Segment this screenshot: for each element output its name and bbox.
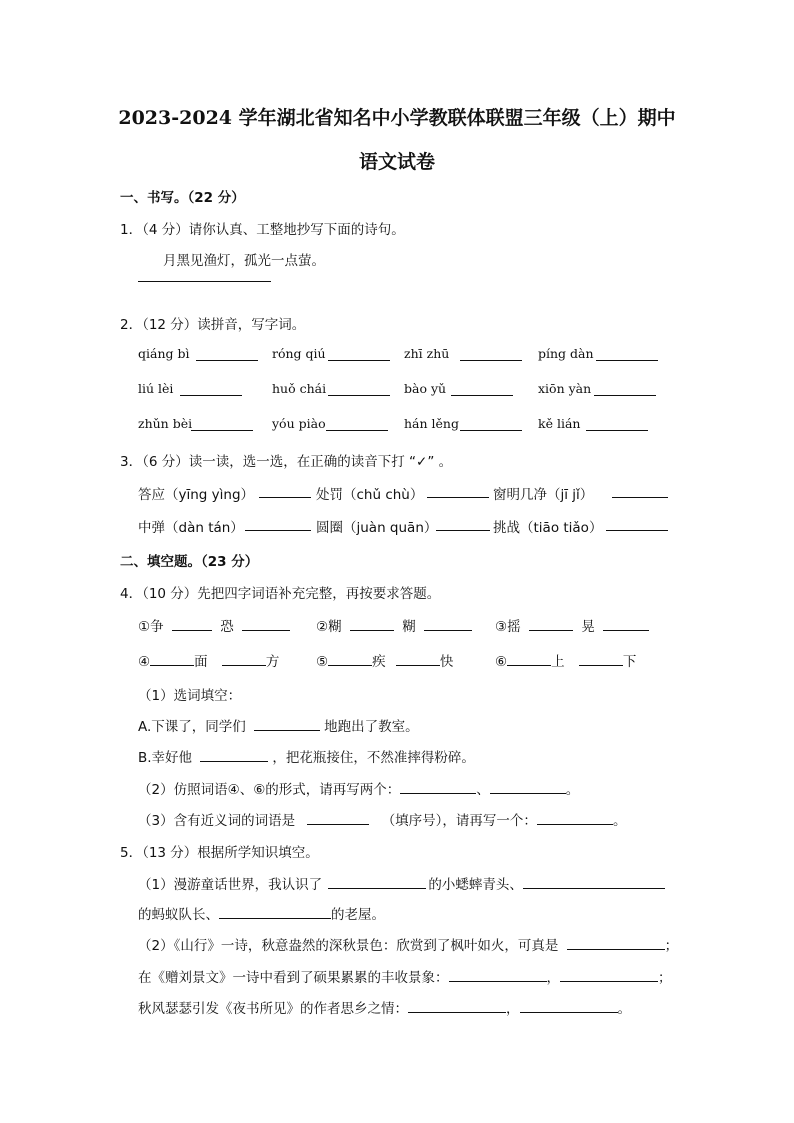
fill-text: ； [658, 970, 672, 986]
idiom-char: ⑥ [495, 654, 508, 670]
fill-text: ， [506, 1001, 520, 1017]
section-heading-2: 二、填空题。（23 分） [120, 554, 259, 570]
fill-line [138, 746, 475, 766]
idiom-char: ②糊 [316, 619, 342, 635]
answer-blank[interactable] [222, 651, 266, 666]
answer-blank[interactable] [560, 967, 658, 982]
answer-blank[interactable] [191, 416, 253, 431]
answer-blank[interactable] [567, 935, 665, 950]
answer-blank[interactable] [180, 381, 242, 396]
pinyin-item: hán lěng [404, 416, 459, 431]
answer-blank[interactable] [537, 810, 613, 825]
answer-blank[interactable] [259, 483, 311, 498]
pronunciation-item: 答应（yīng yìng） [138, 487, 255, 503]
idiom-char: ①争 [138, 619, 164, 635]
fill-text: A.下课了，同学们 [138, 719, 246, 735]
idiom-char: ④ [138, 654, 151, 670]
idiom-char: 糊 [402, 619, 416, 635]
answer-blank[interactable] [612, 483, 668, 498]
answer-blank[interactable] [396, 651, 440, 666]
fill-text: （2）《山行》一诗，秋意盎然的深秋景色：欣赏到了枫叶如火，可真是 [138, 938, 559, 954]
page-title: 2023-2024 学年湖北省知名中小学教联体联盟三年级（上）期中 [118, 107, 676, 129]
fill-text: 。 [565, 782, 580, 798]
fill-text: （填序号），请再写一个： [381, 813, 537, 829]
answer-blank[interactable] [172, 616, 212, 631]
pinyin-item: píng dàn [538, 346, 594, 361]
fill-line [138, 997, 631, 1017]
answer-blank[interactable] [451, 381, 513, 396]
answer-blank[interactable] [579, 651, 623, 666]
pinyin-item: yóu piào [272, 416, 326, 431]
answer-blank[interactable] [307, 810, 369, 825]
poem-line: 月黑见渔灯，孤光一点萤。 [163, 253, 325, 269]
idiom-char: 上 [551, 654, 565, 670]
pronunciation-item: 圆圈（juàn quān） [316, 520, 438, 536]
pronunciation-item: 挑战（tiāo tiǎo） [493, 520, 603, 536]
idiom-char: 下 [622, 654, 637, 670]
answer-blank[interactable] [196, 346, 258, 361]
pinyin-item: kě lián [538, 416, 581, 431]
answer-blank[interactable] [603, 616, 649, 631]
answer-blank[interactable] [326, 416, 388, 431]
idiom-item [316, 615, 472, 635]
pinyin-item: qiáng bì [138, 346, 190, 361]
fill-line [138, 715, 419, 735]
fill-line [138, 966, 672, 986]
answer-blank[interactable] [219, 904, 331, 919]
idiom-item [495, 650, 636, 670]
fill-text: （3）含有近义词的词语是 [138, 813, 296, 829]
answer-blank[interactable] [460, 416, 522, 431]
fill-text: ，把花瓶接住，不然准摔得粉碎。 [272, 750, 475, 766]
sub-question-label: （1）选词填空： [138, 688, 242, 704]
fill-line [138, 873, 665, 893]
answer-blank[interactable] [436, 516, 490, 531]
pinyin-item: liú lèi [138, 381, 174, 396]
fill-text: 。 [612, 813, 627, 829]
question-2-label: 2．（12 分）读拼音，写字词。 [120, 317, 306, 333]
answer-blank[interactable] [424, 616, 472, 631]
answer-blank[interactable] [350, 616, 394, 631]
fill-text: 的小蟋蟀青头、 [428, 877, 523, 893]
question-4-label: 4．（10 分）先把四字词语补充完整，再按要求答题。 [120, 586, 441, 602]
answer-blank[interactable] [520, 998, 618, 1013]
answer-blank[interactable] [606, 516, 668, 531]
fill-text: 。 [617, 1001, 631, 1017]
fill-line [138, 934, 678, 954]
pinyin-item: xiōn yàn [538, 381, 592, 396]
fill-text: 的老屋。 [331, 907, 385, 923]
page-subtitle: 语文试卷 [358, 151, 435, 173]
idiom-char: 快 [439, 654, 454, 670]
fill-text: 的蚂蚁队长、 [138, 907, 219, 923]
idiom-char: ③摇 [495, 619, 521, 635]
question-1-label: 1．（4 分）请你认真、工整地抄写下面的诗句。 [120, 222, 405, 238]
idiom-item [138, 615, 290, 635]
answer-blank[interactable] [328, 381, 390, 396]
fill-text: 在《赠刘景文》一诗中看到了硕果累累的丰收景象： [138, 970, 449, 986]
answer-blank[interactable] [245, 516, 311, 531]
answer-blank[interactable] [460, 346, 522, 361]
answer-blank[interactable] [490, 779, 566, 794]
answer-blank[interactable] [242, 616, 290, 631]
answer-blank[interactable] [523, 874, 665, 889]
idiom-item [316, 650, 453, 670]
pinyin-item: huǒ chái [272, 381, 327, 396]
fill-text: ， [546, 970, 560, 986]
idiom-item [138, 650, 279, 670]
fill-text: 地跑出了教室。 [324, 719, 419, 735]
answer-blank[interactable] [138, 281, 271, 282]
section-heading-1: 一、书写。（22 分） [120, 190, 245, 206]
fill-line [138, 809, 626, 829]
fill-text: 秋风瑟瑟引发《夜书所见》的作者思乡之情： [138, 1001, 408, 1017]
pinyin-item: zhǔn bèi [138, 416, 193, 431]
question-3-label: 3．（6 分）读一读，选一选，在正确的读音下打 “✓” 。 [120, 454, 453, 470]
fill-line [138, 778, 579, 798]
answer-blank[interactable] [427, 483, 489, 498]
fill-text: （1）漫游童话世界，我认识了 [138, 877, 323, 893]
answer-blank[interactable] [586, 416, 648, 431]
fill-text: 、 [476, 782, 490, 798]
answer-blank[interactable] [150, 651, 194, 666]
fill-text: ； [664, 938, 679, 954]
idiom-char: 方 [265, 654, 280, 670]
answer-blank[interactable] [200, 747, 268, 762]
idiom-char: 疾 [372, 654, 386, 670]
idiom-char: 面 [194, 654, 208, 670]
answer-blank[interactable] [596, 346, 658, 361]
answer-blank[interactable] [328, 651, 372, 666]
pronunciation-item: 中弹（dàn tán） [138, 520, 244, 536]
answer-blank[interactable] [529, 616, 573, 631]
pinyin-item: zhī zhū [404, 346, 450, 361]
fill-text: B.幸好他 [138, 750, 193, 766]
answer-blank[interactable] [328, 874, 426, 889]
answer-blank[interactable] [254, 716, 320, 731]
pronunciation-item: 处罚（chǔ chù） [316, 487, 424, 503]
fill-line [138, 903, 385, 923]
idiom-item [495, 615, 649, 635]
question-5-label: 5．（13 分）根据所学知识填空。 [120, 845, 319, 861]
answer-blank[interactable] [449, 967, 547, 982]
idiom-char: 恐 [220, 619, 234, 635]
pronunciation-item: 窗明几净（jī jǐ） [493, 487, 594, 503]
pinyin-item: róng qiú [272, 346, 326, 361]
answer-blank[interactable] [507, 651, 551, 666]
answer-blank[interactable] [408, 998, 506, 1013]
answer-blank[interactable] [328, 346, 390, 361]
pinyin-item: bào yǔ [404, 381, 447, 396]
idiom-char: ⑤ [316, 654, 329, 670]
answer-blank[interactable] [594, 381, 656, 396]
idiom-char: 晃 [581, 619, 595, 635]
fill-text: （2）仿照词语④、⑥的形式，请再写两个： [138, 782, 401, 798]
answer-blank[interactable] [400, 779, 476, 794]
